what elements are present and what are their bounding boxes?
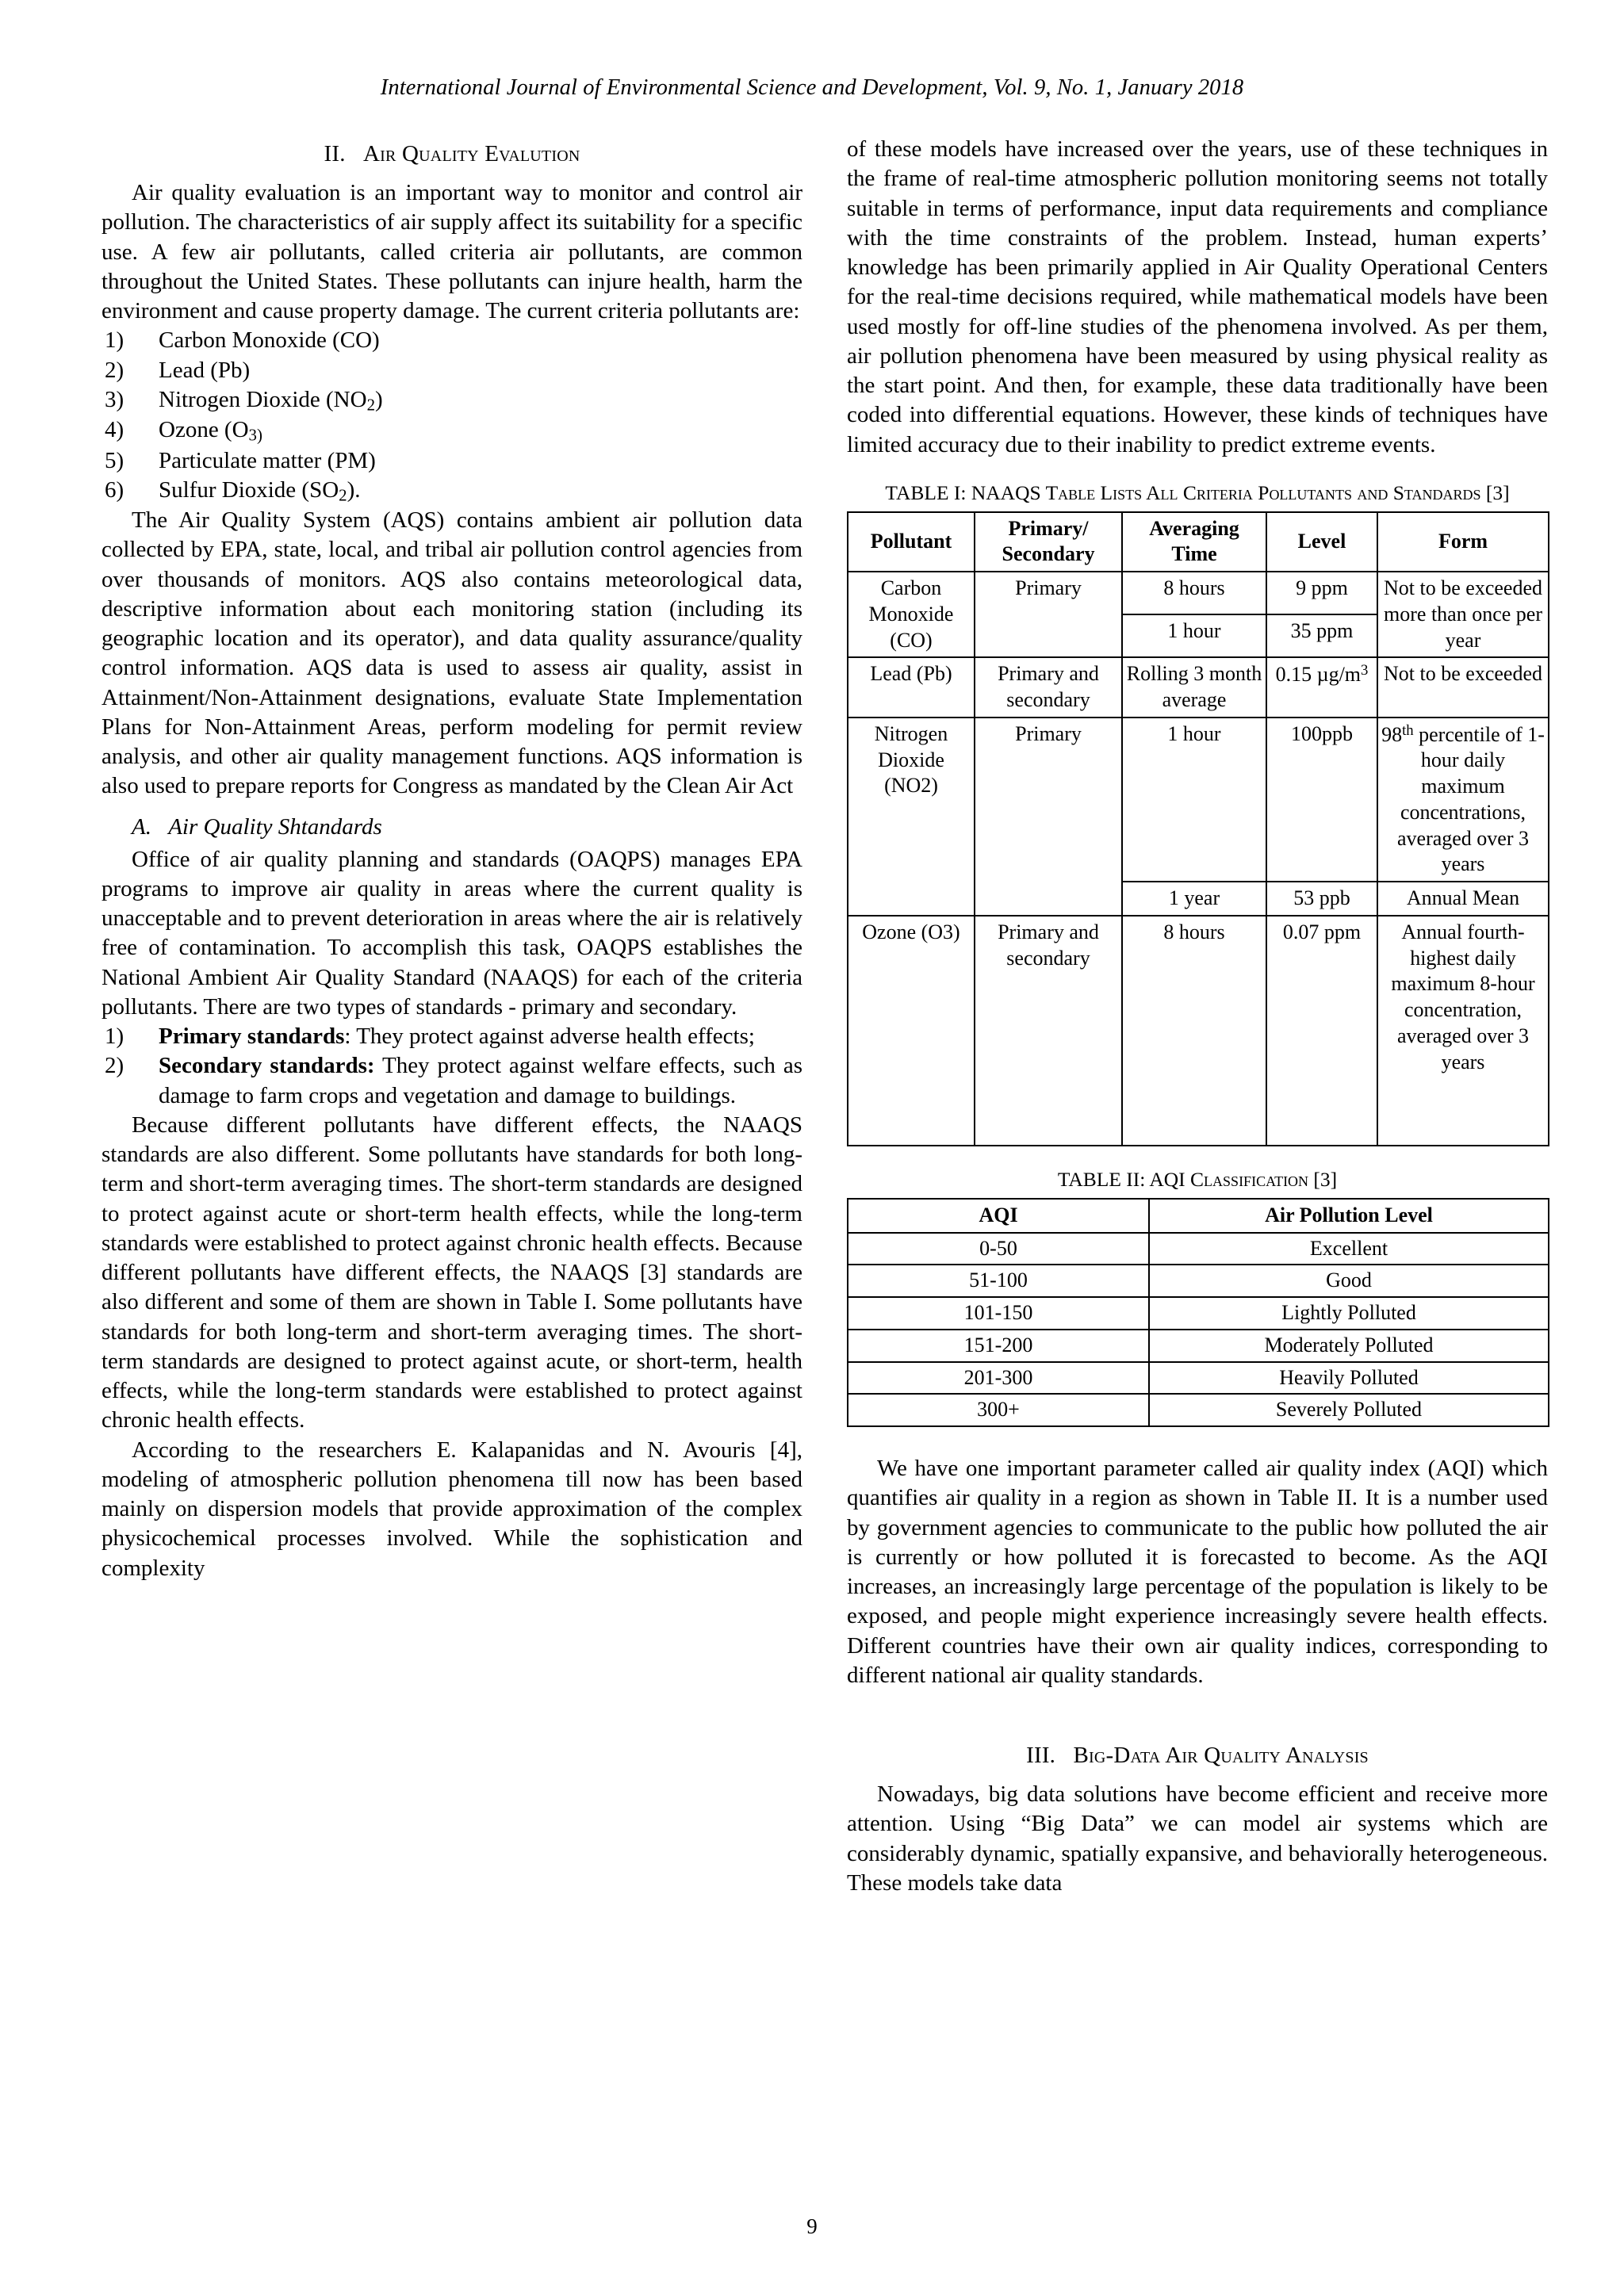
page-number: 9	[806, 2214, 818, 2238]
list-marker: 6)	[105, 476, 124, 503]
list-item	[102, 326, 802, 355]
paragraph-aqs: The Air Quality System (AQS) contains ambient air pollution data collected by EPA, state, local, and tribal air pollution control agencies from over thousands of monitors. AQS also contains meteorological data, descriptive information about each monitoring station (including its geographic location and its operator), and data quality assurance/quality control information. AQS data is used to assess air quality, assist in Attainment/Non-Attainment designations, evaluate State Implementation Plans for Non-Attainment Areas, perform modeling for permit review analysis, and other air quality management functions. AQS information is also used to prepare reports for Congress as mandated by the Clean Air Act	[102, 507, 802, 799]
list-item	[102, 446, 802, 476]
cell-averaging-time: Rolling 3 month average	[1122, 657, 1266, 718]
list-item	[102, 415, 802, 446]
subsection-letter: A.	[132, 813, 151, 840]
paragraph-models: of these models have increased over the years, use of these techniques in the frame of real-time atmospheric pollution monitoring seems not totally suitable in terms of performance, input data requirements and compliance with the time constraints of the problem. Instead, human experts’ knowledge has been primarily applied in Air Quality Operational Centers for the real-time decisions required, while mathematical models have been used mostly for off-line studies of the phenomena involved. As per them, air pollution phenomena have been measured by using physical reality as the start point. And then, for example, these data traditionally have been coded into differential equations. However, these kinds of techniques have limited accuracy due to their inability to predict extreme events.	[847, 136, 1548, 457]
cell-pollution-level: Heavily Polluted	[1149, 1362, 1549, 1395]
subscript: 3)	[248, 425, 262, 445]
list-marker: 2)	[105, 357, 124, 383]
paragraph-intro: Air quality evaluation is an important way to monitor and control air pollution. The characteristics of air supply affect its suitability for a specific use. A few air pollutants, called criteria air pollutants, are common throughout the United States. These pollutants can injure health, harm the environment and cause property damage. The current criteria pollutants are:	[102, 180, 802, 323]
cell-aqi-range: 101-150	[848, 1297, 1149, 1330]
list-marker: 1)	[105, 1024, 124, 1050]
table2-header-aqi: AQI	[848, 1199, 1149, 1233]
cell-level: 53 ppb	[1266, 882, 1377, 916]
table-header-row	[848, 512, 1549, 572]
list-text: Ozone (O	[159, 417, 249, 443]
list-item-label: Secondary standards:	[159, 1053, 375, 1079]
cell-averaging-time: 8 hours	[1122, 916, 1266, 1146]
cell-level: 0.07 ppm	[1266, 916, 1377, 1146]
cell-level: 9 ppm	[1266, 572, 1377, 614]
list-marker: 5)	[105, 447, 124, 473]
cell-averaging-time: 8 hours	[1122, 572, 1266, 614]
table1-header-averaging-time: Averaging Time	[1122, 512, 1266, 572]
cell-pollutant: Carbon Monoxide (CO)	[848, 572, 975, 657]
cell-pollution-level: Good	[1149, 1265, 1549, 1297]
list-item	[102, 385, 802, 415]
subscript: 2	[366, 395, 375, 415]
cell-averaging-time: 1 year	[1122, 882, 1266, 916]
cell-pollution-level: Moderately Polluted	[1149, 1330, 1549, 1362]
table-row	[848, 1297, 1549, 1330]
section-title: Air Quality Evalution	[363, 141, 580, 166]
cell-primary-secondary: Primary	[975, 718, 1122, 916]
list-marker: 1)	[105, 327, 124, 354]
table-aqi-classification	[847, 1198, 1549, 1427]
right-column	[847, 135, 1548, 1898]
table2-caption	[847, 1167, 1548, 1192]
paragraph-bigdata: Nowadays, big data solutions have become efficient and receive more attention. Using “Big Data” we can model air systems which are considerably dynamic, spatially expansive, and behaviorally heterogeneous. These models take data	[847, 1781, 1548, 1896]
list-text: They protect against welfare effects, such as damage to farm crops and vegetation and damage to buildings.	[159, 1053, 802, 1108]
cell-level: 35 ppm	[1266, 614, 1377, 657]
table-row	[848, 1330, 1549, 1362]
cell-aqi-range: 151-200	[848, 1330, 1149, 1362]
paragraph-naaqs: Because different pollutants have different effects, the NAAQS standards are also different. Some pollutants have standards for both long-term and short-term averaging times. The short-term standards are designed to protect against acute or short-term health effects, while the long-term standards were established to protect against chronic health effects. Because different pollutants have different effects, the NAAQS [3] standards are also different and some of them are shown in Table I. Some pollutants have standards for both long-term and short-term averaging times. The short-term standards are designed to protect against acute, or short-term, health effects, while the long-term standards were established to protect against chronic health effects.	[102, 1112, 802, 1433]
table1-header-primary-secondary: Primary/ Secondary	[975, 512, 1122, 572]
two-column-body	[0, 135, 1624, 1898]
table2-caption-rest: AQI Classification [3]	[1145, 1167, 1338, 1191]
left-column	[102, 135, 802, 1898]
subsection-title: Air Quality Shtandards	[168, 813, 382, 840]
cell-aqi-range: 51-100	[848, 1265, 1149, 1297]
cell-form: Annual Mean	[1377, 882, 1549, 916]
section-title: Big-Data Air Quality Analysis	[1073, 1743, 1369, 1769]
list-text-tail: )	[375, 386, 383, 412]
paragraph-researchers: According to the researchers E. Kalapanidas and N. Avouris [4], modeling of atmospheric pollution phenomena till now has been based mainly on dispersion models that provide approximation of the complex physicochemical processes involved. While the sophistication and complexity	[102, 1437, 802, 1581]
list-marker: 4)	[105, 417, 124, 443]
cell-pollutant: Ozone (O3)	[848, 916, 975, 1146]
cell-pollutant: Nitrogen Dioxide (NO2)	[848, 718, 975, 916]
list-item	[102, 1051, 802, 1111]
list-item	[102, 356, 802, 385]
paragraph-aqi: We have one important parameter called air quality index (AQI) which quantifies air quality in a region as shown in Table II. It is a number used by government agencies to communicate to the public how polluted the air is currently or how polluted it is forecasted to become. As the AQI increases, an increasingly large percentage of the population is likely to be exposed, and people might experience increasingly severe health effects. Different countries have their own air quality indices, corresponding to different national air quality standards.	[847, 1456, 1548, 1688]
section-heading-2	[102, 141, 802, 167]
table-row	[848, 1394, 1549, 1426]
cell-form: Not to be exceeded more than once per year	[1377, 572, 1549, 657]
table2-header-level: Air Pollution Level	[1149, 1199, 1549, 1233]
cell-averaging-time: 1 hour	[1122, 614, 1266, 657]
cell-pollution-level: Severely Polluted	[1149, 1394, 1549, 1426]
list-item	[102, 476, 802, 506]
cell-form: Annual fourth-highest daily maximum 8-hour concentration, averaged over 3 years	[1377, 916, 1549, 1146]
list-marker: 2)	[105, 1053, 124, 1079]
cell-averaging-time: 1 hour	[1122, 718, 1266, 882]
table-row	[848, 1265, 1549, 1297]
cell-pollution-level: Lightly Polluted	[1149, 1297, 1549, 1330]
table-header-row	[848, 1199, 1549, 1233]
list-text: Sulfur Dioxide (SO	[159, 476, 339, 503]
section-number: II.	[324, 141, 346, 166]
cell-aqi-range: 0-50	[848, 1233, 1149, 1265]
cell-form: Not to be exceeded	[1377, 657, 1549, 718]
list-text: Nitrogen Dioxide (NO	[159, 386, 367, 412]
list-text: Lead (Pb)	[159, 357, 251, 383]
table-row	[848, 916, 1549, 1146]
cell-aqi-range: 300+	[848, 1394, 1149, 1426]
cell-level: 0.15 $\mu g/m^3$	[1266, 657, 1377, 718]
list-marker: 3)	[105, 386, 124, 412]
cell-pollution-level: Excellent	[1149, 1233, 1549, 1265]
section-heading-3	[847, 1743, 1548, 1769]
section-number: III.	[1026, 1743, 1056, 1769]
pollutant-list	[102, 326, 802, 506]
table-row	[848, 572, 1549, 614]
standards-list	[102, 1022, 802, 1111]
cell-primary-secondary: Primary	[975, 572, 1122, 657]
table1-caption-lead: TABLE I:	[885, 480, 967, 504]
cell-aqi-range: 201-300	[848, 1362, 1149, 1395]
list-text-tail: ).	[347, 476, 361, 503]
table1-caption	[847, 480, 1548, 506]
cell-primary-secondary: Primary and secondary	[975, 916, 1122, 1146]
cell-level: 100ppb	[1266, 718, 1377, 882]
list-item	[102, 1022, 802, 1051]
cell-form: 98th percentile of 1-hour daily maximum concentrations, averaged over 3 years	[1377, 718, 1549, 882]
list-text: Particulate matter (PM)	[159, 447, 376, 473]
table1-caption-rest: NAAQS Table Lists All Criteria Pollutants and Standards [3]	[966, 480, 1510, 504]
table-row	[848, 1362, 1549, 1395]
table-row	[848, 1233, 1549, 1265]
running-head: International Journal of Environmental Science and Development, Vol. 9, No. 1, January 2018	[380, 75, 1244, 100]
table1-header-level: Level	[1266, 512, 1377, 572]
paragraph-oaqps: Office of air quality planning and standards (OAQPS) manages EPA programs to improve air quality in areas where the current quality is unacceptable and to prevent deterioration in areas where the air is relatively free of contamination. To accomplish this task, OAQPS establishes the National Ambient Air Quality Standard (NAAQS) for each of the criteria pollutants. There are two types of standards - primary and secondary.	[102, 846, 802, 1020]
table1-header-pollutant: Pollutant	[848, 512, 975, 572]
list-text: : They protect against adverse health effects;	[344, 1024, 755, 1050]
list-item-label: Primary standards	[159, 1024, 345, 1050]
table-naaqs-standards	[847, 511, 1549, 1146]
subscript: 2	[339, 485, 347, 505]
cell-primary-secondary: Primary and secondary	[975, 657, 1122, 718]
subsection-heading-a	[102, 814, 802, 840]
cell-pollutant: Lead (Pb)	[848, 657, 975, 718]
table-row	[848, 657, 1549, 718]
table2-caption-lead: TABLE II:	[1057, 1167, 1146, 1191]
table1-header-form: Form	[1377, 512, 1549, 572]
list-text: Carbon Monoxide (CO)	[159, 327, 380, 354]
table-row	[848, 718, 1549, 882]
